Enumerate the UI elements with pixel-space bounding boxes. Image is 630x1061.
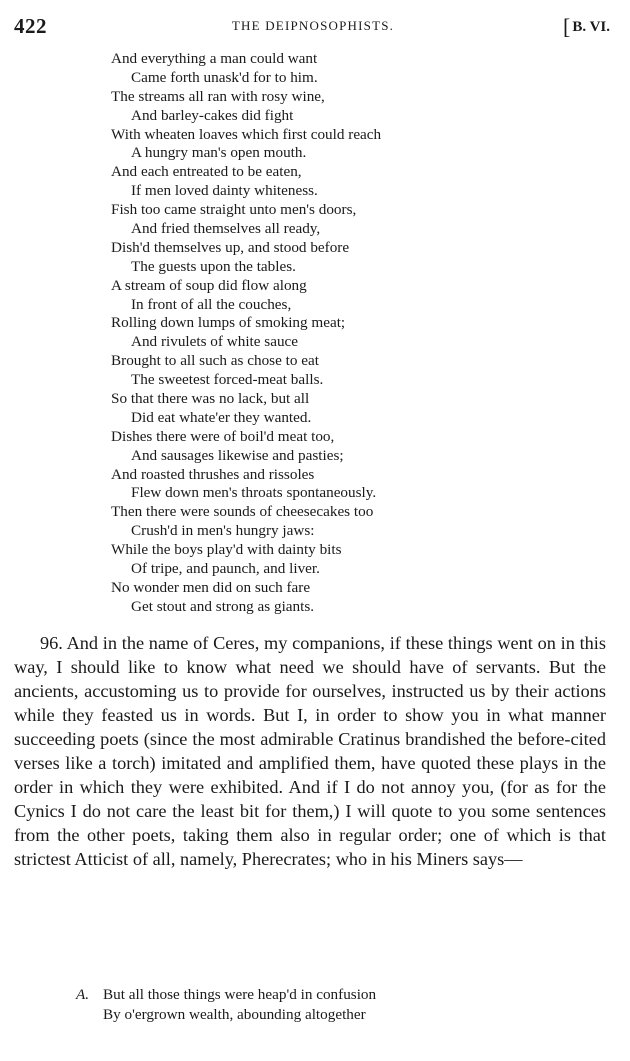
poem-line: And sausages likewise and pasties; [131, 446, 344, 464]
poem-line: And fried themselves all ready, [131, 220, 321, 238]
dialogue-text: But all those things were heap'd in confusion [103, 986, 377, 1003]
poem-line: Of tripe, and paunch, and liver. [131, 560, 320, 578]
poem-line: A stream of soup did flow along [111, 276, 307, 294]
speaker-label: A. [76, 986, 90, 1003]
page-header [10, 14, 616, 38]
bracket-glyph: [ [563, 14, 571, 39]
poem-line: And roasted thrushes and rissoles [111, 465, 315, 483]
poem-line: While the boys play'd with dainty bits [111, 541, 342, 559]
poem-line: Did eat whate'er they wanted. [131, 408, 312, 426]
running-title: THE DEIPNOSOPHISTS. [231, 18, 395, 33]
dialogue-block [76, 985, 596, 1025]
poem-line: Dishes there were of boil'd meat too, [111, 427, 335, 445]
prose-section [14, 631, 606, 871]
poem-line: And rivulets of white sauce [131, 333, 299, 351]
poem-line: The streams all ran with rosy wine, [111, 87, 325, 105]
poem-line: The sweetest forced-meat balls. [131, 371, 324, 389]
poem-line: Then there were sounds of cheesecakes too [111, 503, 374, 521]
poem-line: And each entreated to be eaten, [111, 163, 302, 181]
book-reference-text: B. VI. [572, 19, 610, 35]
prose-paragraph: 96. And in the name of Ceres, my companions, if these things went on in this way, I should like to know what need we should have of servants. But the ancients, accustoming us to provide for ourselves, instructed us by their actions while they feasted us in words. But I, in order to show you in what manner succeeding poets (since the most admirable Cratinus brandished the before-cited verses like a torch) imitated and amplified them, have quoted these plays in the order in which they were exhibited. And if I do not annoy you, (for as for the Cynics I do not care the least bit for them,) I will quote to you some sentences from the other poets, taking them also in regular order; one of which is that strictest Atticist of all, namely, Pherecrates; who in his Miners says— [14, 633, 606, 869]
poem-line: The guests upon the tables. [131, 257, 296, 275]
poem-line: Flew down men's throats spontaneously. [131, 484, 377, 502]
poem-line: Brought to all such as chose to eat [111, 352, 319, 370]
poem-line: So that there was no lack, but all [111, 390, 310, 408]
poem-line: No wonder men did on such fare [111, 578, 311, 596]
poem-line: Came forth unask'd for to him. [131, 68, 318, 86]
poem-block [111, 50, 611, 617]
page-number: 422 [14, 14, 47, 38]
book-reference [563, 14, 610, 40]
poem-line: Fish too came straight unto men's doors, [111, 201, 357, 219]
poem-line: A hungry man's open mouth. [131, 144, 307, 162]
poem-line: Get stout and strong as giants. [131, 597, 315, 615]
poem-line: Crush'd in men's hungry jaws: [131, 522, 315, 540]
poem-line: In front of all the couches, [131, 295, 292, 313]
poem-line: Rolling down lumps of smoking meat; [111, 314, 346, 332]
dialogue-line [76, 985, 596, 1005]
poem-line: And everything a man could want [111, 50, 318, 67]
dialogue-line: By o'ergrown wealth, abounding altogether [103, 1006, 366, 1023]
poem-line: With wheaten loaves which first could reach [111, 125, 382, 143]
poem-line: And barley-cakes did fight [131, 106, 294, 124]
poem-line: If men loved dainty whiteness. [131, 182, 318, 200]
poem-line: Dish'd themselves up, and stood before [111, 238, 350, 256]
